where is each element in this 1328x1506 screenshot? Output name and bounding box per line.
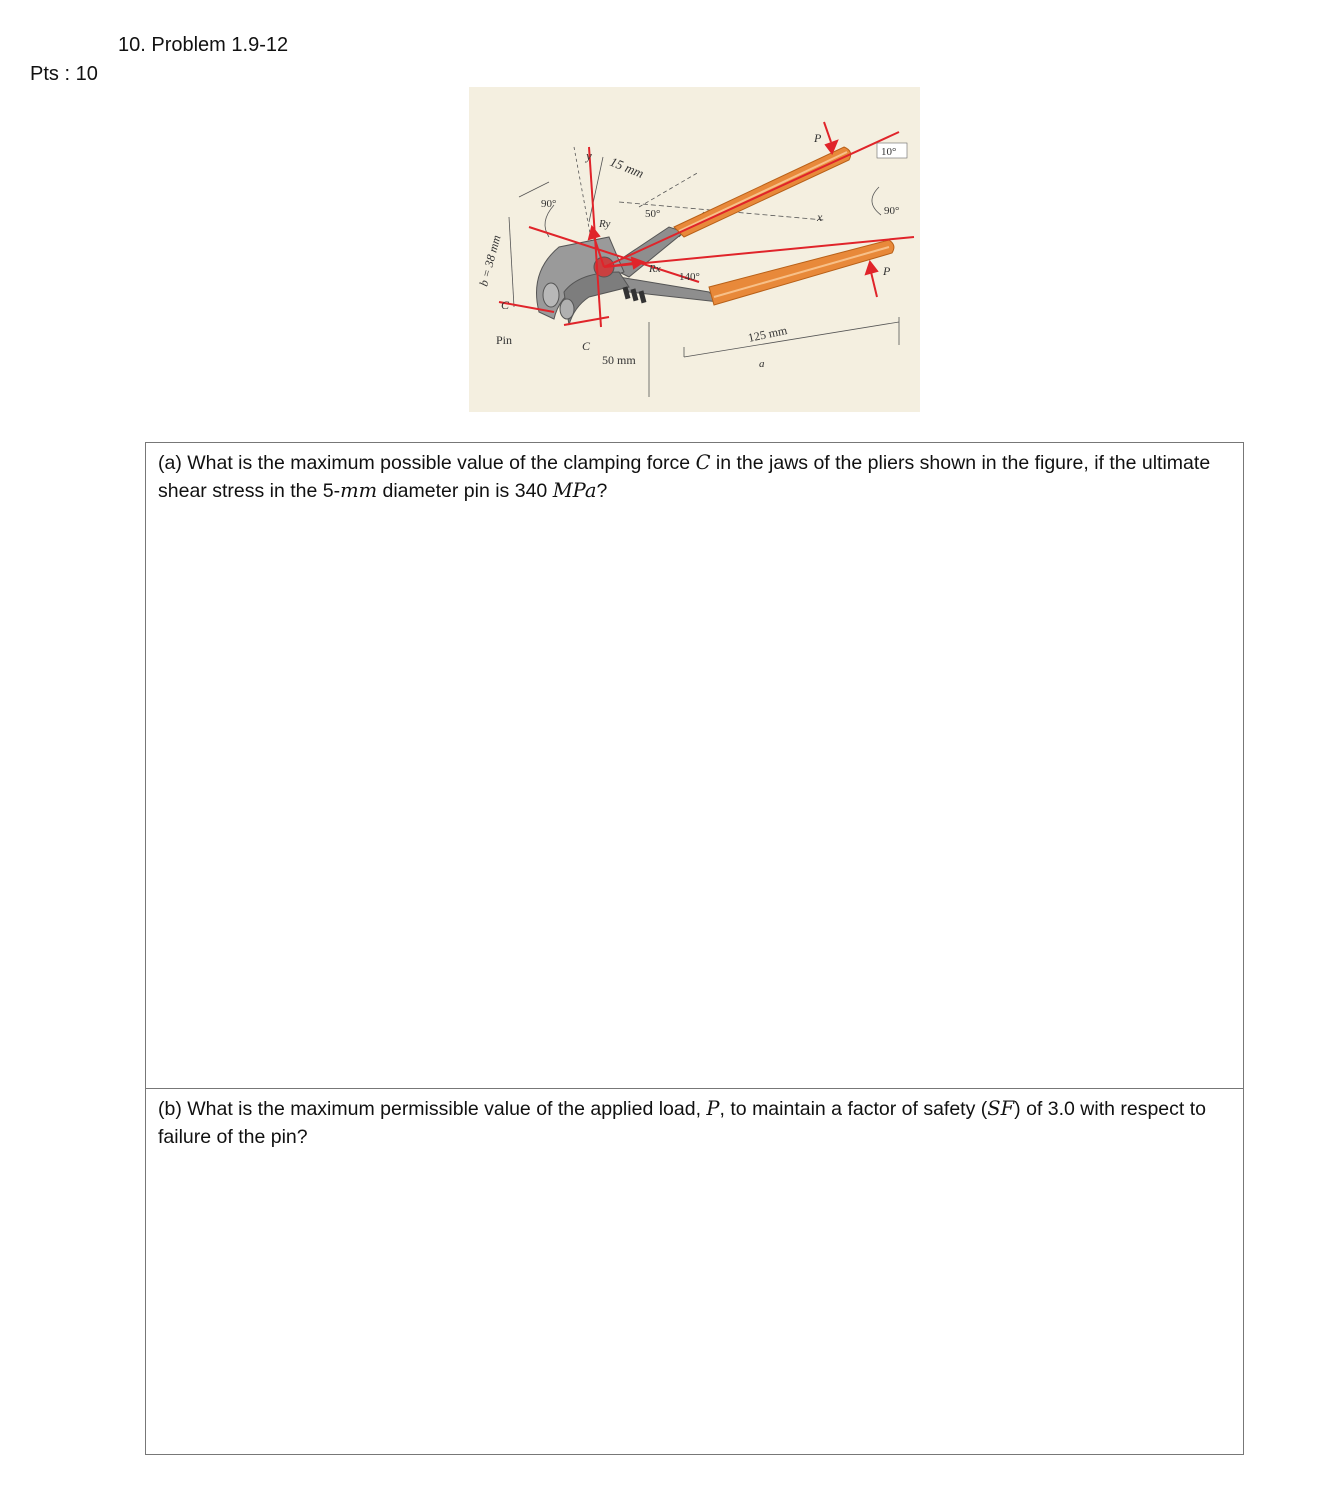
label-c-bottom: C <box>582 339 591 353</box>
answer-box-a[interactable] <box>145 442 1244 1089</box>
label-p-bottom: P <box>883 264 891 278</box>
var-c: C <box>695 451 711 474</box>
question-b-text-3: ) of 3.0 with respect to failure of the pin? <box>158 1098 1206 1148</box>
label-90-right: 90° <box>884 205 900 217</box>
question-b-text-2: , to maintain a factor of safety ( <box>719 1098 988 1120</box>
problem-title: 10. Problem 1.9-12 <box>118 34 289 56</box>
label-b-dim: b = 38 mm <box>476 233 504 288</box>
var-p: P <box>706 1097 720 1120</box>
label-140: 140° <box>679 271 700 283</box>
label-pin: Pin <box>496 333 513 347</box>
question-a-text-1: (a) What is the maximum possible value of the clamping force <box>158 452 696 474</box>
pliers-figure <box>469 87 920 412</box>
points-label: Pts : 10 <box>30 63 98 85</box>
label-50mm: 50 mm <box>602 353 636 367</box>
label-125mm: 125 mm <box>746 322 789 345</box>
label-p-top: P <box>814 131 822 145</box>
answer-box-b[interactable] <box>145 1088 1244 1455</box>
question-a <box>158 449 1233 505</box>
label-ry: Ry <box>599 218 611 230</box>
var-sf: SF <box>987 1097 1015 1120</box>
label-a: a <box>759 358 765 370</box>
label-rx: Rx <box>649 263 661 275</box>
question-a-text-3: diameter pin is 340 <box>377 480 553 502</box>
unit-mm: mm <box>340 479 378 502</box>
label-x: x <box>817 210 823 224</box>
question-b <box>158 1095 1233 1151</box>
label-15mm: 15 mm <box>607 153 646 181</box>
question-a-text-2: in the jaws of the pliers shown in the figure, if the ultimate shear stress in the 5- <box>158 452 1211 502</box>
label-y: y <box>586 148 592 163</box>
question-b-text-1: (b) What is the maximum permissible value of the applied load, <box>158 1098 707 1120</box>
label-50: 50° <box>645 208 661 220</box>
pliers-diagram <box>469 87 920 412</box>
label-10: 10° <box>881 146 897 158</box>
question-a-text-4: ? <box>596 480 608 502</box>
unit-mpa: MPa <box>552 479 597 502</box>
label-c-top: C <box>501 298 510 312</box>
label-90-left: 90° <box>541 198 557 210</box>
